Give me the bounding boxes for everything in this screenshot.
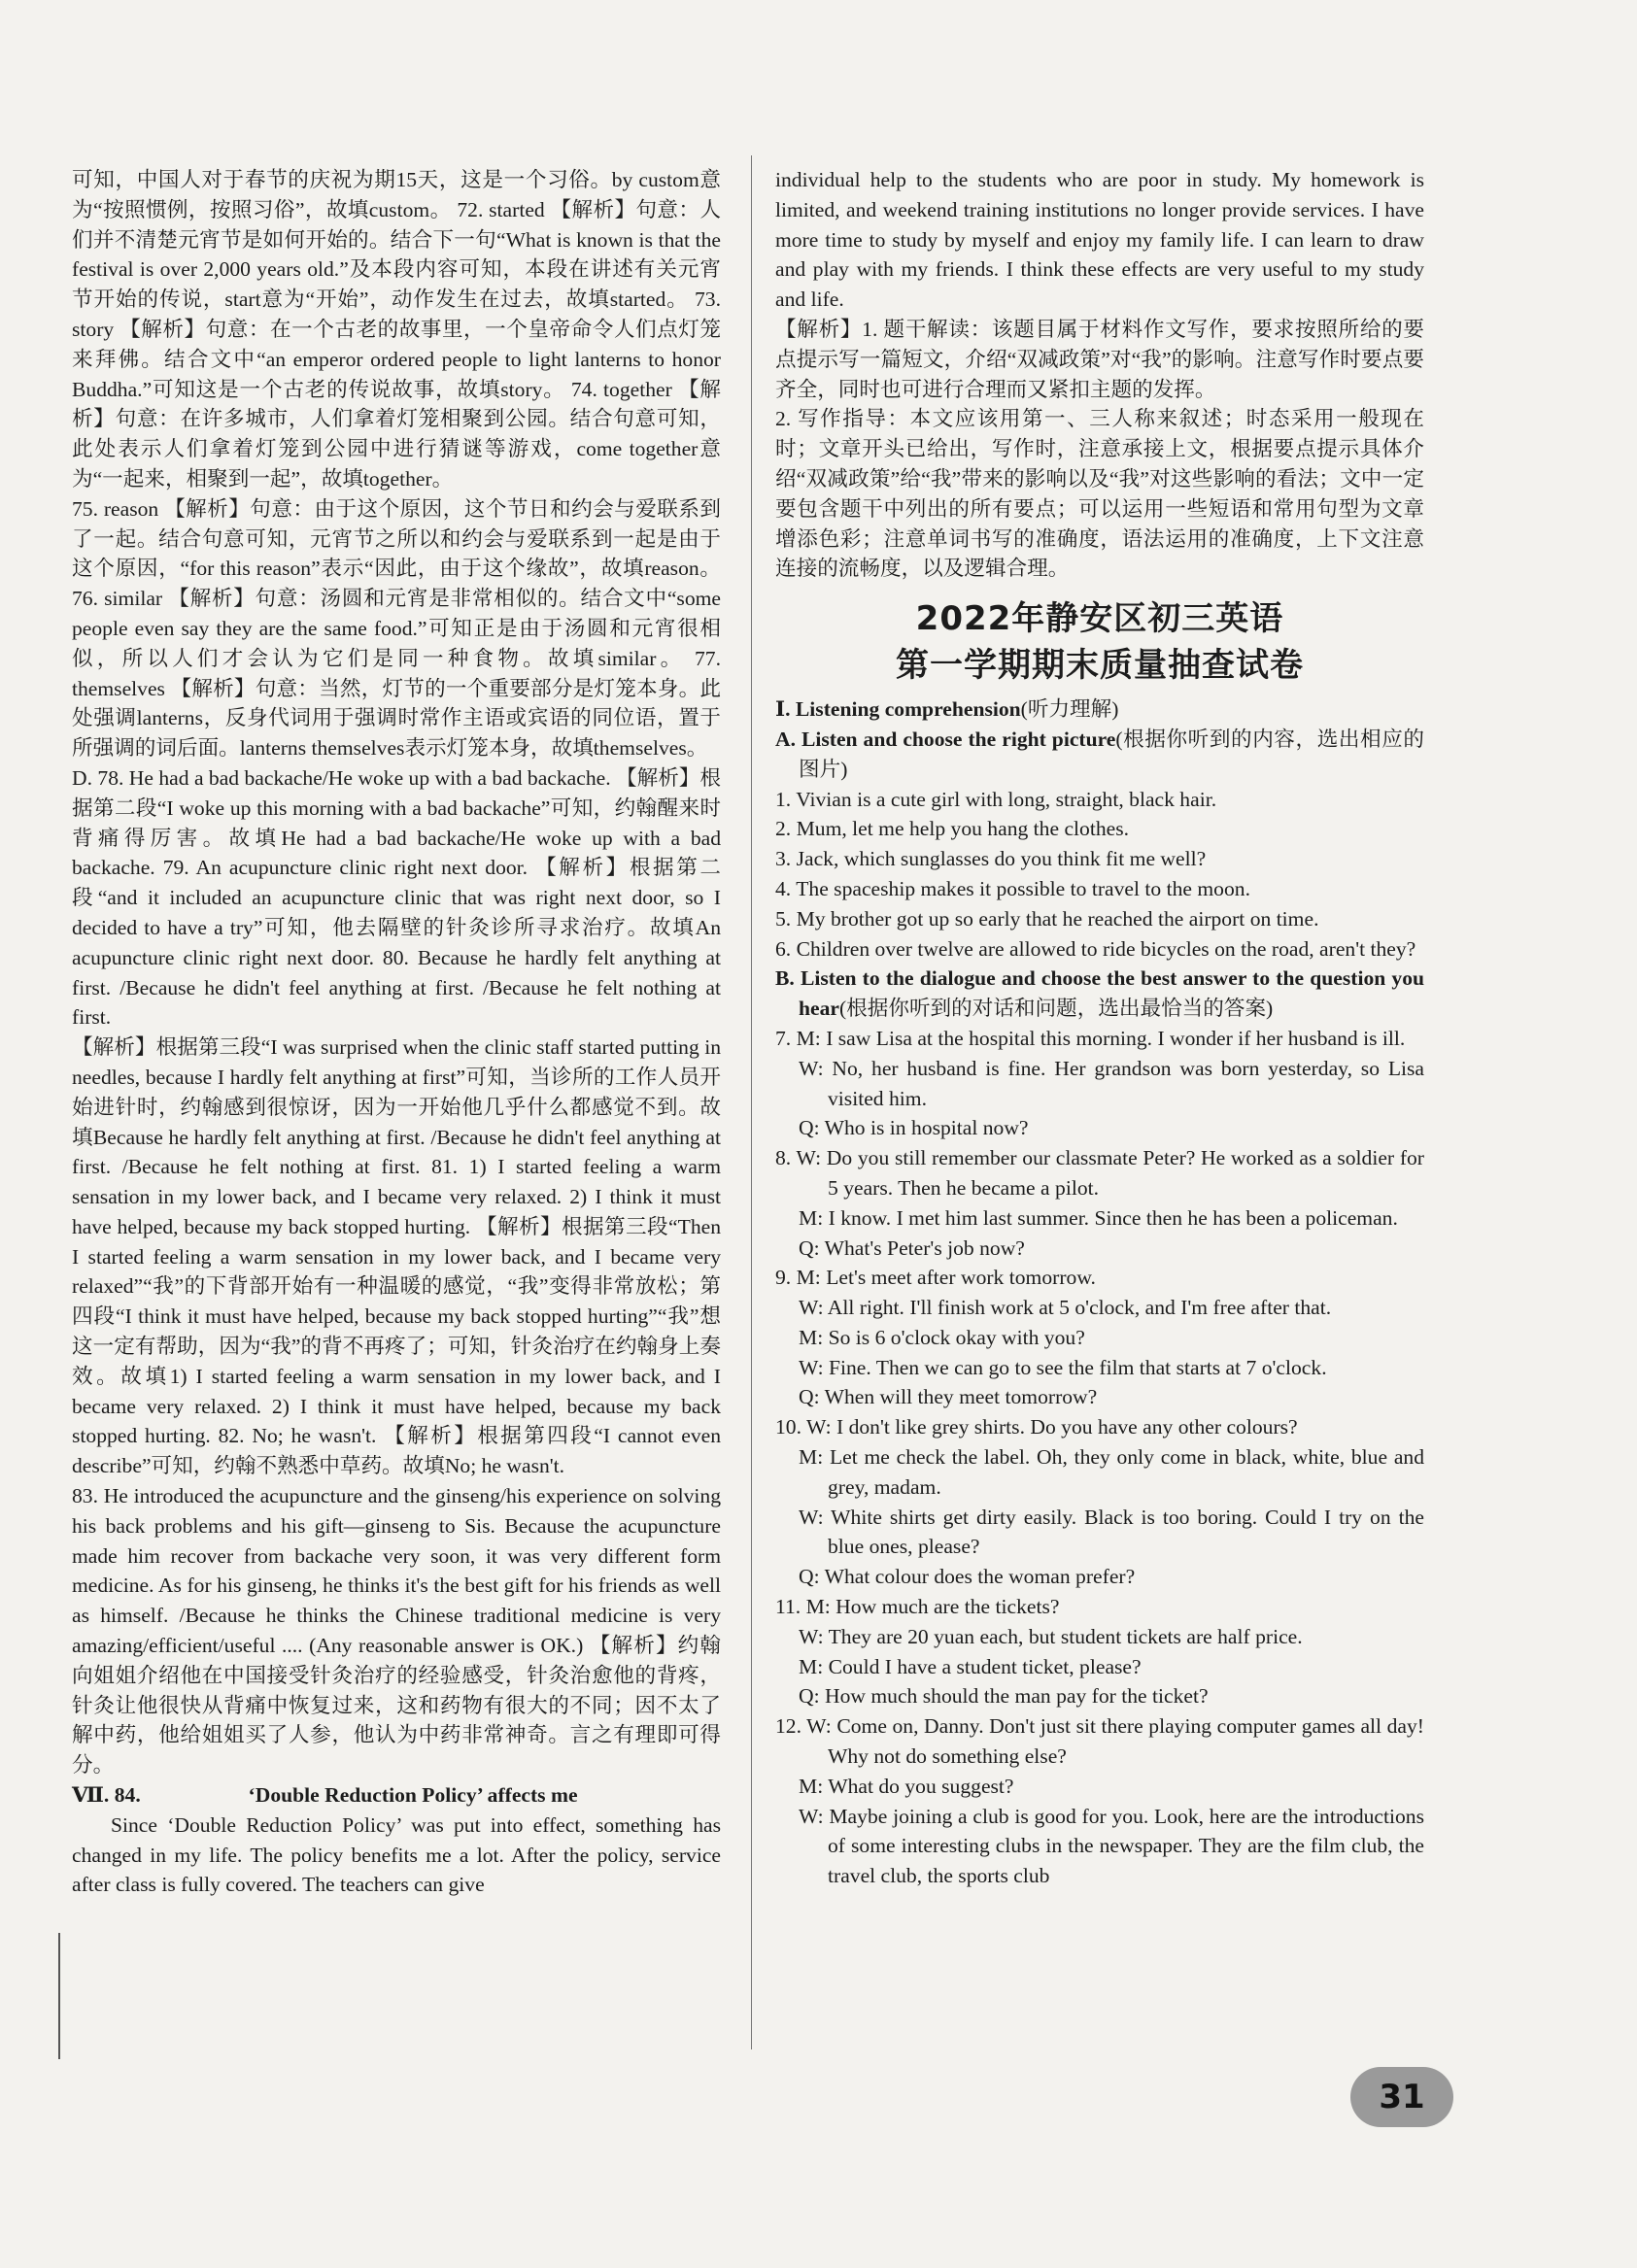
- section-b-title-en: B. Listen to the dialogue and choose the best answer to the question you hear: [775, 966, 1424, 1021]
- listening-item-4: 4. The spaceship makes it possible to travel to the moon.: [775, 876, 1250, 900]
- listening-item-5: 5. My brother got up so early that he reached the airport on time.: [775, 906, 1319, 931]
- dialogue-line: 9. M: Let's meet after work tomorrow.: [775, 1266, 1096, 1290]
- dialogue-line: W: No, her husband is fine. Her grandson was born yesterday, so Lisa visited him.: [799, 1056, 1424, 1110]
- section-vii-row: [72, 1780, 721, 1811]
- dialogue-line: 10. W: I don't like grey shirts. Do you have any other colours?: [775, 1415, 1298, 1439]
- dialogue-line: M: I know. I met him last summer. Since then he has been a policeman.: [799, 1205, 1398, 1230]
- dialogue-line: Q: How much should the man pay for the ticket?: [799, 1684, 1209, 1709]
- essay-continuation: individual help to the students who are poor in study. My homework is limited, and weekend training institutions no longer provide services. I have more time to study by myself and enjoy my family life. I can learn to draw and play with my friends. I think these effects are very useful to my study and life.: [775, 168, 1424, 312]
- listening-item-2: 2. Mum, let me help you hang the clothes.: [775, 817, 1130, 841]
- dialogue-line: W: Fine. Then we can go to see the film that starts at 7 o'clock.: [799, 1355, 1327, 1379]
- listening-item-1: 1. Vivian is a cute girl with long, straight, black hair.: [775, 787, 1217, 811]
- dialogue-line: W: They are 20 yuan each, but student tickets are half price.: [799, 1624, 1303, 1648]
- dialogue-line: 12. W: Come on, Danny. Don't just sit there playing computer games all day! Why not do something else?: [775, 1714, 1424, 1769]
- page-number: 31: [1350, 2067, 1453, 2127]
- listening-item-3: 3. Jack, which sunglasses do you think fit me well?: [775, 847, 1207, 871]
- dialogue-line: 8. W: Do you still remember our classmate Peter? He worked as a soldier for 5 years. Then he became a pilot.: [775, 1146, 1424, 1200]
- right-column: [775, 165, 1424, 1891]
- dialogue-line: Q: What's Peter's job now?: [799, 1236, 1025, 1260]
- section-b-title: [775, 964, 1424, 1024]
- analysis-1: 【解析】1. 题干解读：该题目属于材料作文写作，要求按照所给的要点提示写一篇短文，介绍“双减政策”对“我”的影响。注意写作时要点要齐全，同时也可进行合理而又紧扣主题的发挥。: [775, 317, 1424, 401]
- section-a-title: [775, 725, 1424, 785]
- column-divider: [751, 155, 752, 2049]
- exam-heading-line-2: 第一学期期末质量抽查试卷: [896, 646, 1304, 686]
- exam-heading-line-1: 2022年静安区初三英语: [915, 599, 1284, 639]
- section-i-title-cn: (听力理解): [1020, 697, 1119, 722]
- dialogue-line: 7. M: I saw Lisa at the hospital this morning. I wonder if her husband is ill.: [775, 1026, 1406, 1050]
- dialogue-line: Q: Who is in hospital now?: [799, 1116, 1029, 1140]
- answer-paragraph-83: 83. He introduced the acupuncture and the ginseng/his experience on solving his back problems and his gift—ginseng to Sis. Because the acupuncture made him recover from backache very soon, it was very different form medicine. As for his ginseng, he thinks it's the best gift for his friends as well as himself. /Because he thinks the Chinese traditional medicine is very amazing/efficient/useful .... (Any reasonable answer is OK.) 【解析】约翰向姐姐介绍他在中国接受针灸治疗的经验感受，针灸治愈他的背疼，针灸让他很快从背痛中恢复过来，这和药物有很大的不同；因不太了解中药，他给姐姐买了人参，他认为中药非常神奇。言之有理即可得分。: [72, 1484, 721, 1777]
- left-column: [72, 165, 721, 1900]
- dialogue-line: Q: When will they meet tomorrow?: [799, 1385, 1098, 1409]
- section-i-title-en: Ⅰ. Listening comprehension: [775, 697, 1021, 722]
- section-b-title-cn: (根据你听到的对话和问题，选出最恰当的答案): [838, 997, 1274, 1021]
- answer-paragraph-78-80: D. 78. He had a bad backache/He woke up with a bad backache. 【解析】根据第二段“I woke up this morning with a bad backache”可知，约翰醒来时背痛得厉害。故填He had a bad backache/He woke up with a bad backache. 79. An acupuncture clinic right next door. 【解析】根据第二段“and it included an acupuncture clinic that was right next door, so I decided to have a try”可知，他去隔壁的针灸诊所寻求治疗。故填An acupuncture clinic right next door. 80. Because he hardly felt anything at first. /Because he didn't feel anything at first. /Because he felt nothing at first.: [72, 765, 721, 1030]
- section-a-title-en: A. Listen and choose the right picture: [775, 727, 1116, 751]
- dialogue-line: 11. M: How much are the tickets?: [775, 1595, 1060, 1619]
- dialogue-line: Q: What colour does the woman prefer?: [799, 1565, 1136, 1589]
- dialogue-line: M: Let me check the label. Oh, they only come in black, white, blue and grey, madam.: [799, 1445, 1424, 1499]
- answer-paragraph-80-82: 【解析】根据第三段“I was surprised when the clinic staff started putting in needles, because I hardly felt anything at first”可知，当诊所的工作人员开始进针时，约翰感到很惊讶，因为一开始他几乎什么都感觉不到。故填Because he hardly felt anything at first. /Because he didn't feel anything at first. /Because he felt nothing at first. 81. 1) I started feeling a warm sensation in my lower back, and I became very relaxed. 2) I think it must have helped, because my back stopped hurting. 【解析】根据第三段“Then I started feeling a warm sensation in my lower back, and I became very relaxed”“我”的下背部开始有一种温暖的感觉，“我”变得非常放松；第四段“I think it must have helped, because my back stopped hurting”“我”想这一定有帮助，因为“我”的背不再疼了；可知，针灸治疗在约翰身上奏效。故填1) I started feeling a warm sensation in my lower back, and I became very relaxed. 2) I think it must have helped, because my back stopped hurting. 82. No; he wasn't. 【解析】根据第四段“I cannot even describe”可知，约翰不熟悉中草药。故填No; he wasn't.: [72, 1035, 721, 1478]
- section-vii-label: Ⅶ. 84.: [72, 1783, 141, 1808]
- listening-item-6: 6. Children over twelve are allowed to ride bicycles on the road, aren't they?: [775, 936, 1416, 961]
- dialogue-line: M: Could I have a student ticket, please?: [799, 1654, 1142, 1678]
- left-margin-bar: [58, 1933, 60, 2059]
- dialogue-line: W: Maybe joining a club is good for you. Look, here are the introductions of some interesting clubs in the newspaper. They are the film club, the travel club, the sports club: [799, 1804, 1424, 1888]
- dialogue-line: W: White shirts get dirty easily. Black is too boring. Could I try on the blue ones, please?: [799, 1505, 1424, 1559]
- exam-heading: [775, 595, 1424, 689]
- dialogue-line: M: So is 6 o'clock okay with you?: [799, 1325, 1085, 1349]
- answer-paragraph-72-74: 可知，中国人对于春节的庆祝为期15天，这是一个习俗。by custom意为“按照惯例，按照习俗”，故填custom。 72. started 【解析】句意：人们并不清楚元宵节是如何开始的。结合下一句“What is known is that the festival is over 2,000 years old.”及本段内容可知，本段在讲述有关元宵节开始的传说，start意为“开始”，动作发生在过去，故填started。 73. story 【解析】句意：在一个古老的故事里，一个皇帝命令人们点灯笼来拜佛。结合文中“an emperor ordered people to light lanterns to honor Buddha.”可知这是一个古老的传说故事，故填story。 74. together 【解析】句意：在许多城市，人们拿着灯笼相聚到公园。结合句意可知，此处表示人们拿着灯笼到公园中进行猜谜等游戏，come together意为“一起来，相聚到一起”，故填together。: [72, 168, 721, 491]
- section-i-title: [775, 694, 1424, 725]
- dialogue-line: W: All right. I'll finish work at 5 o'clock, and I'm free after that.: [799, 1296, 1332, 1320]
- section-a-title-cn: (根据你听到的内容，选出相应的图片): [799, 727, 1424, 781]
- essay-paragraph: Since ‘Double Reduction Policy’ was put into effect, something has changed in my life. The policy benefits me a lot. After the policy, service after class is fully covered. The teachers can give: [72, 1812, 721, 1897]
- answer-paragraph-75-77: 75. reason 【解析】句意：由于这个原因，这个节日和约会与爱联系到了一起。结合句意可知，元宵节之所以和约会与爱联系到一起是由于这个原因，“for this reason”表示“因此，由于这个缘故”，故填reason。 76. similar 【解析】句意：汤圆和元宵是非常相似的。结合文中“some people even say they are the same food.”可知正是由于汤圆和元宵很相似，所以人们才会认为它们是同一种食物。故填similar。 77. themselves 【解析】句意：当然，灯节的一个重要部分是灯笼本身。此处强调lanterns，反身代词用于强调时常作主语或宾语的同位语，置于所强调的词后面。lanterns themselves表示灯笼本身，故填themselves。: [72, 496, 721, 761]
- analysis-2: 2. 写作指导：本文应该用第一、三人称来叙述；时态采用一般现在时；文章开头已给出，写作时，注意承接上文，根据要点提示具体介绍“双减政策”给“我”带来的影响以及“我”对这些影响的看法；文中一定要包含题干中列出的所有要点；可以运用一些短语和常用句型为文章增添色彩；注意单词书写的准确度，语法运用的准确度，上下文注意连接的流畅度，以及逻辑合理。: [775, 407, 1424, 581]
- dialogue-line: M: What do you suggest?: [799, 1774, 1014, 1798]
- essay-title: ‘Double Reduction Policy’ affects me: [248, 1783, 578, 1808]
